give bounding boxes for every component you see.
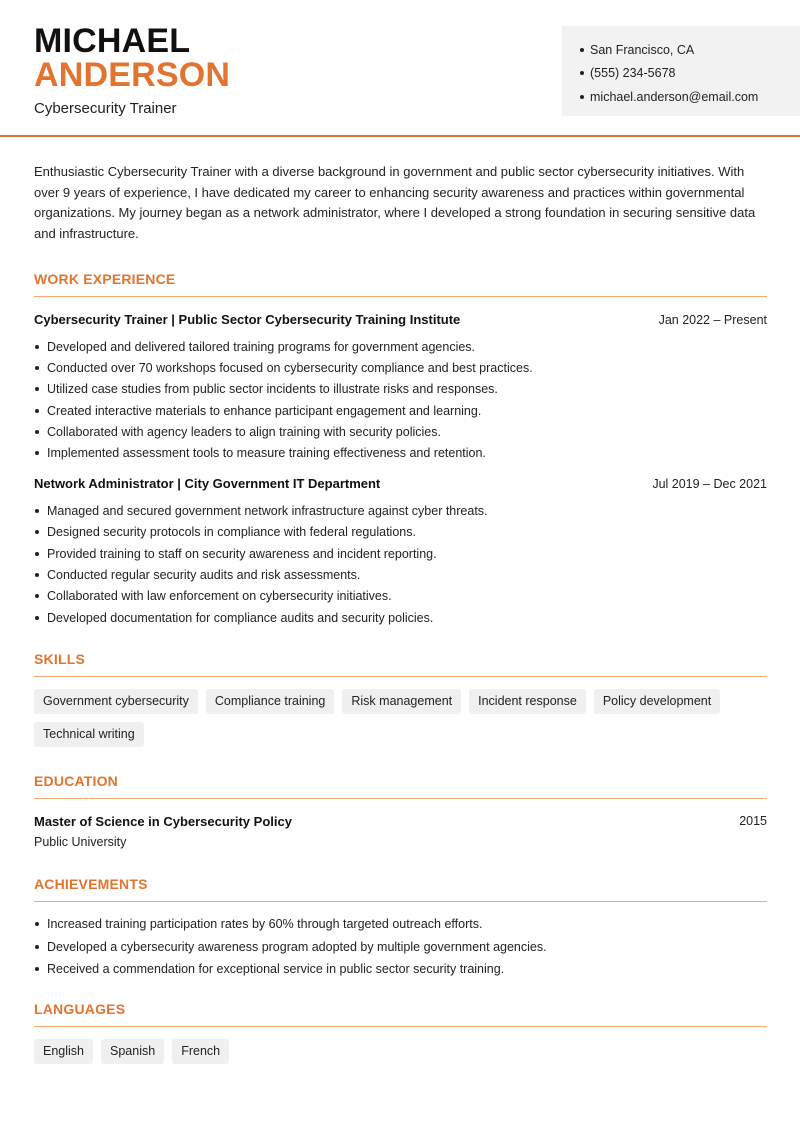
bullet-icon [35, 594, 39, 598]
skill-tag: Technical writing [34, 722, 144, 747]
skill-tag: Government cybersecurity [34, 689, 198, 714]
job-entry [34, 312, 767, 464]
skill-tag: Incident response [469, 689, 586, 714]
last-name: ANDERSON [34, 56, 231, 94]
skill-tag: Compliance training [206, 689, 334, 714]
bullet-icon [35, 530, 39, 534]
education-entry [34, 814, 767, 829]
list-item [34, 586, 767, 607]
bullet-text: Increased training participation rates by 60% through targeted outreach efforts. [47, 916, 483, 931]
location-text: San Francisco, CA [590, 42, 695, 57]
bullet-icon [580, 71, 584, 75]
list-item [34, 336, 767, 357]
email-text[interactable]: michael.anderson@email.com [590, 89, 759, 104]
bullet-icon [35, 967, 39, 971]
job-title: Cybersecurity Trainer [34, 100, 177, 117]
bullet-icon [35, 366, 39, 370]
list-item [34, 564, 767, 585]
bullet-text: Conducted regular security audits and risk assessments. [47, 568, 361, 583]
section-heading-work: WORK EXPERIENCE [34, 271, 767, 297]
list-item [34, 543, 767, 564]
bullet-text: Developed a cybersecurity awareness program adopted by multiple government agencies. [47, 939, 547, 954]
bullet-text: Developed and delivered tailored training programs for government agencies. [47, 339, 476, 354]
job-dates: Jan 2022 – Present [658, 312, 767, 327]
section-heading-languages: LANGUAGES [34, 1001, 767, 1027]
work-experience-section [34, 271, 767, 629]
bullet-icon [35, 387, 39, 391]
bullet-text: Conducted over 70 workshops focused on cybersecurity compliance and best practices. [47, 360, 533, 375]
bullet-icon [35, 509, 39, 513]
bullet-text: Utilized case studies from public sector incidents to illustrate risks and responses. [47, 382, 498, 397]
list-item [34, 379, 767, 400]
job-entry [34, 476, 767, 628]
contact-phone [580, 62, 782, 86]
list-item [34, 500, 767, 521]
bullet-icon [35, 552, 39, 556]
job-header [34, 312, 767, 327]
first-name: MICHAEL [34, 22, 191, 60]
job-bullets [34, 500, 767, 628]
job-bullets [34, 336, 767, 464]
bullet-icon [35, 573, 39, 577]
skill-tag: Risk management [342, 689, 461, 714]
bullet-text: Received a commendation for exceptional service in public sector security training. [47, 962, 505, 977]
bullet-text: Provided training to staff on security awareness and incident reporting. [47, 546, 437, 561]
bullet-text: Collaborated with law enforcement on cybersecurity initiatives. [47, 589, 392, 604]
resume-header [0, 0, 800, 137]
language-tag: Spanish [101, 1039, 164, 1064]
bullet-text: Developed documentation for compliance audits and security policies. [47, 610, 434, 625]
section-heading-education: EDUCATION [34, 773, 767, 799]
bullet-icon [35, 345, 39, 349]
bullet-icon [580, 95, 584, 99]
graduation-year: 2015 [739, 813, 767, 828]
bullet-icon [35, 945, 39, 949]
school-name: Public University [34, 834, 127, 849]
job-title-line: Network Administrator | City Government IT Department [34, 476, 381, 492]
list-item [34, 958, 767, 981]
language-tags [34, 1039, 767, 1064]
job-dates: Jul 2019 – Dec 2021 [652, 477, 767, 492]
skills-tags [34, 689, 767, 747]
list-item [34, 400, 767, 421]
skills-section [34, 651, 767, 747]
bullet-text: Implemented assessment tools to measure training effectiveness and retention. [47, 446, 486, 461]
bullet-icon [35, 430, 39, 434]
list-item [34, 421, 767, 442]
contact-box [562, 26, 800, 116]
bullet-text: Collaborated with agency leaders to align training with security policies. [47, 425, 441, 440]
education-section [34, 773, 767, 849]
list-item [34, 607, 767, 628]
summary-paragraph: Enthusiastic Cybersecurity Trainer with a diverse background in government and public sector cybersecurity initiatives. With over 9 years of experience, I have dedicated my career to enhancing security awareness and practices within governmental organizations. My journey began as a network administrator, where I developed a strong foundation in securing sensitive data and infrastructure. [34, 164, 756, 242]
language-tag: English [34, 1039, 93, 1064]
resume-body [34, 162, 767, 1064]
list-item [34, 913, 767, 936]
phone-text: (555) 234-5678 [590, 66, 676, 81]
bullet-icon [35, 451, 39, 455]
languages-section [34, 1001, 767, 1064]
degree-title: Master of Science in Cybersecurity Policy [34, 813, 292, 829]
bullet-icon [35, 616, 39, 620]
list-item [34, 935, 767, 958]
achievements-list [34, 913, 767, 981]
bullet-text: Managed and secured government network infrastructure against cyber threats. [47, 503, 488, 518]
bullet-icon [35, 409, 39, 413]
contact-email[interactable] [580, 85, 782, 109]
list-item [34, 443, 767, 464]
contact-location [580, 38, 782, 62]
skill-tag: Policy development [594, 689, 720, 714]
achievements-section [34, 876, 767, 981]
bullet-icon [35, 922, 39, 926]
job-header [34, 476, 767, 491]
bullet-icon [580, 48, 584, 52]
list-item [34, 522, 767, 543]
list-item [34, 357, 767, 378]
section-heading-skills: SKILLS [34, 651, 767, 677]
bullet-text: Created interactive materials to enhance participant engagement and learning. [47, 403, 482, 418]
section-heading-achievements: ACHIEVEMENTS [34, 876, 767, 902]
bullet-text: Designed security protocols in compliance with federal regulations. [47, 525, 416, 540]
language-tag: French [172, 1039, 229, 1064]
job-title-line: Cybersecurity Trainer | Public Sector Cybersecurity Training Institute [34, 311, 461, 327]
